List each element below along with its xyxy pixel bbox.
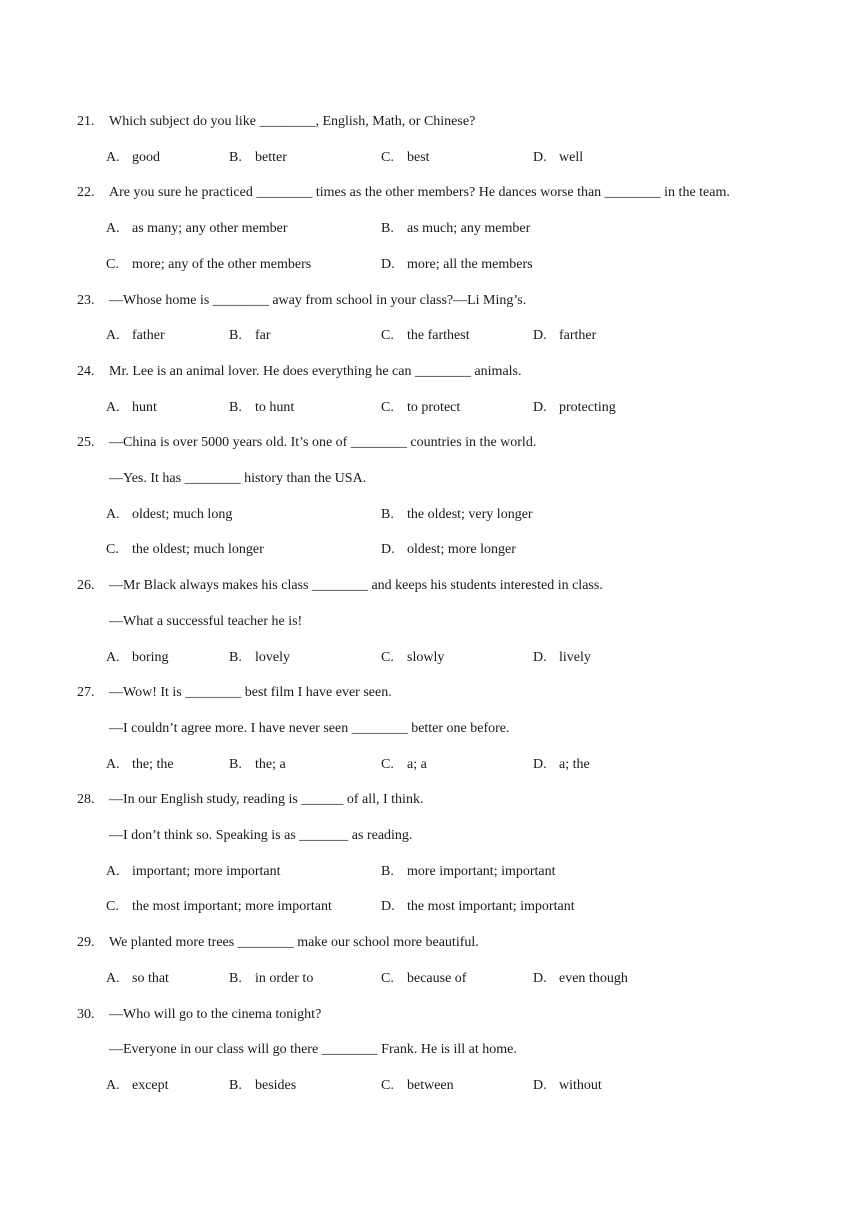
option-text: except	[132, 1077, 169, 1093]
option-text: without	[559, 1077, 602, 1093]
answer-option	[229, 970, 313, 988]
question-number: 24.	[77, 363, 95, 379]
question-stem-line	[109, 1041, 517, 1059]
question-number: 21.	[77, 114, 95, 129]
option-text: protecting	[559, 399, 616, 415]
question-text: Mr. Lee is an animal lover. He does everything he can ________ animals.	[109, 363, 522, 379]
answer-option	[381, 1077, 454, 1095]
option-letter: B.	[229, 970, 242, 986]
question-stem-line	[77, 791, 423, 809]
question-stem-line	[77, 934, 479, 952]
option-letter: A.	[106, 149, 120, 165]
option-text: the farthest	[407, 328, 470, 344]
option-letter: B.	[229, 649, 242, 665]
answer-option	[381, 898, 575, 916]
option-letter: A.	[106, 328, 120, 344]
option-letter: B.	[229, 399, 242, 415]
question-number: 27.	[77, 685, 95, 701]
option-letter: A.	[106, 756, 120, 772]
option-text: the most important; more important	[132, 899, 332, 915]
option-text: oldest; much long	[132, 506, 233, 522]
answer-option	[106, 149, 160, 167]
question-text: —Who will go to the cinema tonight?	[109, 1006, 322, 1022]
option-text: to protect	[407, 399, 461, 415]
option-text: between	[407, 1077, 454, 1093]
question-text: Which subject do you like ________, English, Math, or Chinese?	[109, 114, 476, 129]
answer-option	[106, 1077, 169, 1095]
answer-option	[106, 327, 165, 345]
option-letter: D.	[533, 649, 547, 665]
option-letter: C.	[106, 256, 119, 272]
question-stem-line	[77, 292, 526, 310]
option-letter: A.	[106, 221, 120, 237]
option-letter: D.	[533, 328, 547, 344]
option-text: slowly	[407, 649, 445, 665]
answer-option	[229, 399, 294, 417]
question-stem-line	[77, 184, 730, 202]
question-number: 22.	[77, 185, 95, 201]
option-letter: D.	[381, 899, 395, 915]
question-stem-line	[77, 1006, 321, 1024]
answer-option	[533, 327, 596, 345]
question-text: —I don’t think so. Speaking is as _______ as reading.	[109, 828, 413, 843]
answer-option	[381, 970, 466, 988]
option-text: in order to	[255, 970, 314, 986]
question-text: —What a successful teacher he is!	[109, 613, 303, 629]
option-text: best	[407, 149, 430, 165]
option-letter: A.	[106, 1077, 120, 1093]
answer-option	[381, 863, 556, 881]
option-letter: A.	[106, 970, 120, 986]
answer-option	[381, 327, 470, 345]
answer-option	[229, 327, 271, 345]
option-text: good	[132, 149, 160, 165]
option-letter: C.	[381, 328, 394, 344]
option-letter: D.	[533, 756, 547, 772]
question-stem-line	[77, 434, 536, 452]
question-text: —Whose home is ________ away from school in your class?—Li Ming’s.	[109, 292, 527, 308]
question-text: —Yes. It has ________ history than the USA.	[109, 471, 367, 486]
option-letter: C.	[381, 1077, 394, 1093]
option-text: more; all the members	[407, 256, 533, 272]
option-text: more important; important	[407, 863, 556, 879]
answer-option	[381, 399, 460, 417]
option-letter: A.	[106, 863, 120, 879]
option-text: so that	[132, 970, 169, 986]
option-text: farther	[559, 328, 597, 344]
option-text: to hunt	[255, 399, 295, 415]
option-text: besides	[255, 1077, 297, 1093]
option-text: important; more important	[132, 863, 281, 879]
option-letter: C.	[381, 149, 394, 165]
answer-option	[229, 756, 286, 774]
option-letter: B.	[381, 221, 394, 237]
answer-option	[533, 649, 591, 667]
answer-option	[533, 1077, 602, 1095]
answer-option	[106, 220, 288, 238]
answer-option	[533, 399, 616, 417]
answer-option	[381, 506, 533, 524]
option-text: the most important; important	[407, 899, 575, 915]
question-stem-line	[77, 577, 603, 595]
option-text: because of	[407, 970, 467, 986]
question-text: —China is over 5000 years old. It’s one of ________ countries in the world.	[109, 435, 537, 451]
option-letter: A.	[106, 506, 120, 522]
answer-option	[229, 149, 287, 167]
option-text: even though	[559, 970, 628, 986]
option-text: more; any of the other members	[132, 256, 312, 272]
answer-option	[229, 1077, 296, 1095]
question-stem-line	[77, 684, 392, 702]
answer-option	[106, 898, 332, 916]
question-text: Are you sure he practiced ________ times as the other members? He dances worse than ________ in the team.	[109, 185, 730, 201]
answer-option	[381, 220, 530, 238]
option-letter: C.	[381, 399, 394, 415]
option-letter: C.	[381, 970, 394, 986]
question-number: 29.	[77, 935, 95, 951]
question-text: —Everyone in our class will go there ________ Frank. He is ill at home.	[109, 1042, 517, 1058]
answer-option	[381, 756, 427, 774]
option-text: the oldest; very longer	[407, 506, 533, 522]
question-number: 23.	[77, 292, 95, 308]
option-letter: D.	[533, 149, 547, 165]
answer-option	[381, 149, 430, 167]
question-stem-line	[109, 827, 412, 845]
question-number: 26.	[77, 578, 95, 594]
option-letter: D.	[533, 970, 547, 986]
answer-option	[381, 541, 516, 559]
question-stem-line	[109, 613, 302, 631]
answer-option	[229, 649, 290, 667]
option-letter: C.	[106, 899, 119, 915]
option-letter: B.	[381, 863, 394, 879]
option-text: lovely	[255, 649, 290, 665]
answer-option	[106, 970, 169, 988]
option-letter: D.	[381, 256, 395, 272]
answer-option	[106, 541, 264, 559]
option-letter: A.	[106, 399, 120, 415]
option-letter: A.	[106, 649, 120, 665]
question-number: 25.	[77, 435, 95, 451]
option-text: well	[559, 149, 584, 165]
option-text: a; a	[407, 756, 427, 772]
question-stem-line	[109, 470, 366, 488]
option-letter: D.	[533, 1077, 547, 1093]
option-letter: C.	[381, 756, 394, 772]
option-text: hunt	[132, 399, 157, 415]
option-letter: B.	[381, 506, 394, 522]
question-stem-line	[77, 113, 475, 131]
option-letter: B.	[229, 1077, 242, 1093]
question-number: 28.	[77, 792, 95, 808]
answer-option	[533, 970, 628, 988]
option-text: the; a	[255, 756, 286, 772]
answer-option	[381, 256, 533, 274]
answer-option	[106, 506, 232, 524]
option-text: father	[132, 328, 165, 344]
option-text: lively	[559, 649, 591, 665]
option-text: the oldest; much longer	[132, 542, 264, 558]
question-text: —Wow! It is ________ best film I have ever seen.	[109, 685, 392, 701]
question-stem-line	[109, 720, 510, 738]
answer-option	[106, 399, 157, 417]
answer-option	[106, 756, 174, 774]
answer-option	[533, 756, 590, 774]
option-letter: D.	[381, 542, 395, 558]
answer-option	[106, 649, 169, 667]
question-number: 30.	[77, 1006, 95, 1022]
option-letter: B.	[229, 328, 242, 344]
question-stem-line	[77, 363, 522, 381]
question-text: —In our English study, reading is ______ of all, I think.	[109, 792, 424, 808]
option-text: better	[255, 149, 287, 165]
option-letter: B.	[229, 756, 242, 772]
question-text: —Mr Black always makes his class ________ and keeps his students interested in class.	[109, 578, 603, 594]
option-text: a; the	[559, 756, 590, 772]
option-letter: C.	[381, 649, 394, 665]
option-text: oldest; more longer	[407, 542, 516, 558]
option-letter: B.	[229, 149, 242, 165]
option-text: boring	[132, 649, 169, 665]
option-letter: D.	[533, 399, 547, 415]
question-text: —I couldn’t agree more. I have never seen ________ better one before.	[109, 720, 510, 736]
option-text: as many; any other member	[132, 221, 288, 237]
answer-option	[533, 149, 583, 167]
answer-option	[106, 256, 311, 274]
answer-option	[381, 649, 444, 667]
option-text: as much; any member	[407, 221, 531, 237]
option-text: the; the	[132, 756, 174, 772]
question-text: We planted more trees ________ make our school more beautiful.	[109, 935, 479, 951]
option-text: far	[255, 328, 271, 344]
option-letter: C.	[106, 542, 119, 558]
answer-option	[106, 863, 281, 881]
